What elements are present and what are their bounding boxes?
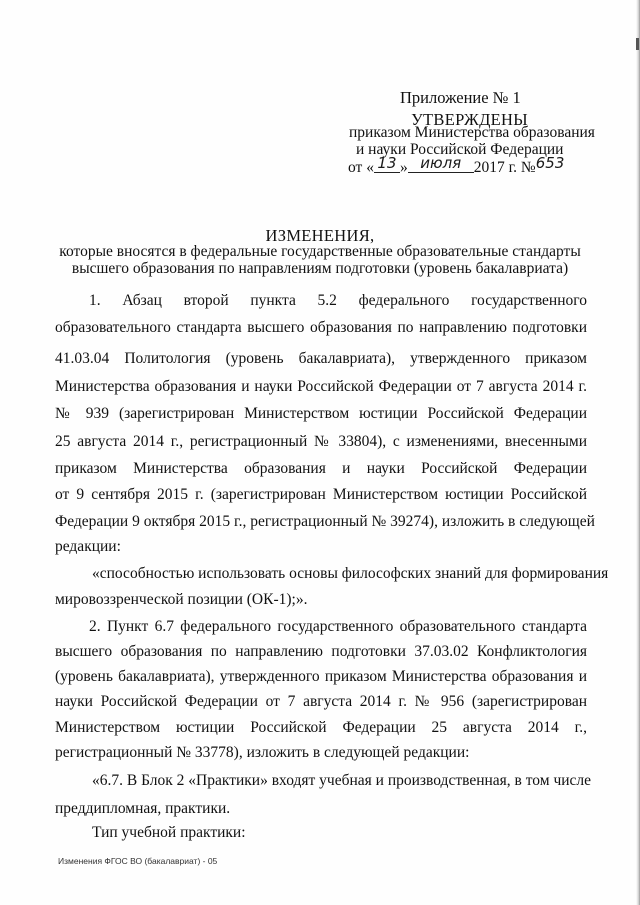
appendix-label: Приложение № 1 xyxy=(400,88,521,107)
handwritten-day: 13 xyxy=(374,154,400,173)
body-line: Федерации 9 октября 2015 г., регистрационный № 39274), изложить в следующей xyxy=(55,513,595,530)
document-title: ИЗМЕНЕНИЯ, xyxy=(265,226,375,245)
body-line: № 939 (зарегистрирован Министерством юстиции Российской Федерации xyxy=(55,405,587,422)
order-date-line xyxy=(348,154,576,177)
body-line: образовательного стандарта высшего образования по направлению подготовки xyxy=(55,319,587,336)
page-edge-shadow xyxy=(636,0,640,905)
approved-heading: УТВЕРЖДЕНЫ xyxy=(411,110,528,129)
body-line: высшего образования по направлению подготовки 37.03.02 Конфликтология xyxy=(55,643,587,660)
body-line: преддипломная, практики. xyxy=(55,800,231,817)
body-line: «6.7. В Блок 2 «Практики» входят учебная и производственная, в том числе xyxy=(92,772,592,789)
body-line: мировоззренческой позиции (ОК-1);». xyxy=(55,591,308,608)
body-line: (уровень бакалавриата), утвержденного приказом Министерства образования и xyxy=(55,668,587,685)
date-mid: » xyxy=(399,159,408,176)
document-subtitle-2: высшего образования по направлениям подготовки (уровень бакалавриата) xyxy=(71,260,569,277)
body-line: 25 августа 2014 г., регистрационный № 33804), с изменениями, внесенными xyxy=(55,433,587,450)
body-line: Министерства образования и науки Российской Федерации от 7 августа 2014 г. xyxy=(55,378,587,395)
body-line: «способностью использовать основы философских знаний для формирования xyxy=(92,565,609,582)
page-edge-mark xyxy=(636,38,639,50)
body-line: редакции: xyxy=(55,538,121,555)
body-line: приказом Министерства образования и науки Российской Федерации xyxy=(55,460,587,477)
body-line: Министерством юстиции Российской Федерации 25 августа 2014 г., xyxy=(55,719,587,736)
document-subtitle-1: которые вносятся в федеральные государственные образовательные стандарты xyxy=(59,243,581,260)
body-line: 1. Абзац второй пункта 5.2 федерального государственного xyxy=(89,292,587,309)
body-line: науки Российской Федерации от 7 августа 2014 г. № 956 (зарегистрирован xyxy=(55,693,587,710)
body-line: Тип учебной практики: xyxy=(92,824,246,841)
page-footer: Изменения ФГОС ВО (бакалавриат) - 05 xyxy=(58,856,218,866)
body-line: 41.03.04 Политология (уровень бакалавриата), утвержденного приказом xyxy=(55,350,587,367)
date-year: 2017 г. № xyxy=(473,159,536,176)
order-line-2: и науки Российской Федерации xyxy=(356,141,564,158)
body-line: регистрационный № 33778), изложить в следующей редакции: xyxy=(55,744,470,761)
order-line-1: приказом Министерства образования xyxy=(349,124,595,141)
handwritten-order-number: 653 xyxy=(535,154,565,172)
date-prefix: от « xyxy=(348,159,374,176)
body-line: от 9 сентября 2015 г. (зарегистрирован Министерством юстиции Российской xyxy=(55,486,587,503)
body-line: 2. Пункт 6.7 федерального государственного образовательного стандарта xyxy=(89,618,587,635)
handwritten-month: июля xyxy=(408,154,474,173)
